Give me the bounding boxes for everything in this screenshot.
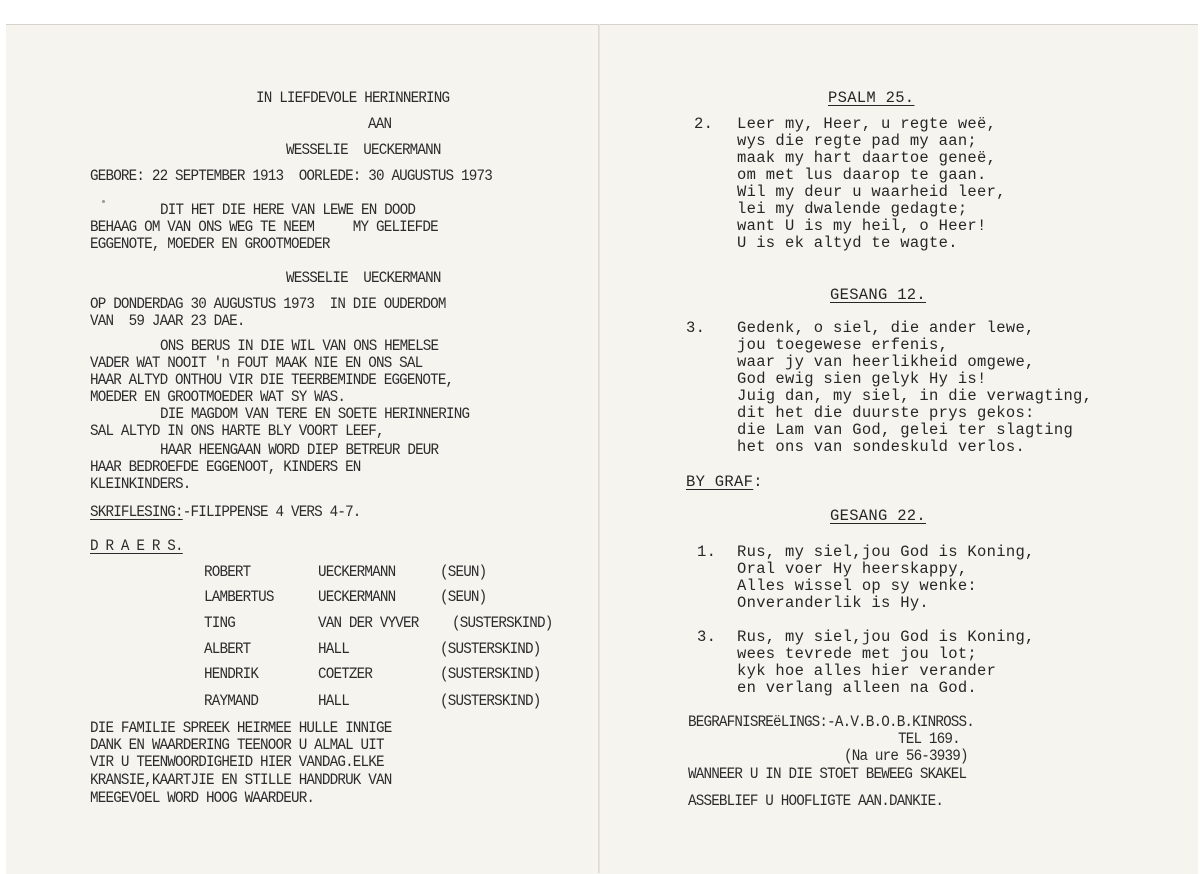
gesang12-line: waar jy van heerlikheid omgewe, — [737, 353, 1035, 371]
para4-line1: DIE MAGDOM VAN TERE EN SOETE HERINNERING — [160, 405, 470, 423]
bearer-relation: (SUSTERSKIND) — [440, 692, 541, 710]
psalm-verse-number: 2. — [694, 115, 714, 133]
gesang22-verse3-line: en verlang alleen na God. — [737, 679, 978, 697]
gesang12-line: het ons van sondeskuld verlos. — [737, 438, 1026, 456]
thanks-line1: DIE FAMILIE SPREEK HEIRMEE HULLE INNIGE — [90, 719, 392, 737]
psalm-line: U is ek altyd te wagte. — [737, 234, 958, 252]
para5-line2: HAAR BEDROEFDE EGGENOOT, KINDERS EN — [90, 458, 361, 476]
procession-notice-line2: ASSEBLIEF U HOOFLIGTE AAN.DANKIE. — [688, 792, 944, 810]
gesang12-verse-number: 3. — [686, 319, 706, 337]
bearer-surname: UECKERMANN — [318, 588, 396, 606]
gesang12-line: die Lam van God, gelei ter slagting — [737, 421, 1074, 439]
para4-line2: SAL ALTYD IN ONS HARTE BLY VOORT LEEF, — [90, 422, 384, 440]
gesang22-verse3-number: 3. — [697, 628, 717, 646]
gesang12-line: Gedenk, o siel, die ander lewe, — [737, 319, 1035, 337]
bearer-surname: UECKERMANN — [318, 563, 396, 581]
bearer-surname: HALL — [318, 692, 349, 710]
para1-line3: EGGENOTE, MOEDER EN GROOTMOEDER — [90, 235, 330, 253]
psalm-line: Wil my deur u waarheid leer, — [737, 183, 1006, 201]
by-graf-heading — [686, 474, 763, 491]
gesang22-verse3-line: wees tevrede met jou lot; — [737, 645, 978, 663]
bearer-relation: (SEUN) — [440, 588, 487, 606]
bearer-first-name: ROBERT — [204, 563, 251, 581]
psalm-line: want U is my heil, o Heer! — [737, 217, 987, 235]
bearer-first-name: ALBERT — [204, 640, 251, 658]
funeral-arrangements: BEGRAFNISREëLINGS:-A.V.B.O.B.KINROSS. — [688, 713, 974, 731]
bearer-relation: (SUSTERSKIND) — [440, 665, 541, 683]
para1-line1: DIT HET DIE HERE VAN LEWE EN DOOD — [160, 201, 416, 219]
bearer-relation: (SUSTERSKIND) — [440, 640, 541, 658]
para3-line1: ONS BERUS IN DIE WIL VAN ONS HEMELSE — [160, 337, 439, 355]
bearer-first-name: HENDRIK — [204, 665, 259, 683]
by-graf-colon: : — [753, 473, 763, 491]
para3-line3: HAAR ALTYD ONTHOU VIR DIE TEERBEMINDE EGGENOTE, — [90, 371, 454, 389]
birth-death-dates: GEBORE: 22 SEPTEMBER 1913 OORLEDE: 30 AUGUSTUS 1973 — [90, 167, 492, 185]
bearers-heading: D R A E R S. — [90, 537, 183, 555]
bearer-relation: (SEUN) — [440, 563, 487, 581]
thanks-line2: DANK EN WAARDERING TEENOOR U ALMAL UIT — [90, 736, 384, 754]
ink-speck — [102, 200, 105, 203]
gesang22-verse1-line: Rus, my siel,jou God is Koning, — [737, 543, 1035, 561]
para5-line1: HAAR HEENGAAN WORD DIEP BETREUR DEUR — [160, 441, 439, 459]
scripture-reading — [90, 504, 361, 521]
para3-line4: MOEDER EN GROOTMOEDER WAT SY WAS. — [90, 388, 346, 406]
heading-in-memory: IN LIEFDEVOLE HERINNERING — [256, 89, 450, 107]
gesang22-verse1-line: Oral voer Hy heerskappy, — [737, 560, 968, 578]
para2-line2: VAN 59 JAAR 23 DAE. — [90, 312, 245, 330]
gesang12-line: jou toegewese erfenis, — [737, 336, 949, 354]
gesang12-line: dit het die duurste prys gekos: — [737, 404, 1035, 422]
bearer-first-name: TING — [204, 614, 235, 632]
gesang22-verse1-line: Onveranderlik is Hy. — [737, 594, 930, 612]
center-fold — [598, 24, 600, 873]
deceased-name: WESSELIE UECKERMANN — [286, 141, 441, 159]
bearer-surname: COETZER — [318, 665, 373, 683]
psalm-line: lei my dwalende gedagte; — [737, 200, 968, 218]
bearer-first-name: RAYMAND — [204, 692, 259, 710]
para1-line2: BEHAAG OM VAN ONS WEG TE NEEM MY GELIEFDE — [90, 218, 438, 236]
gesang12-title: GESANG 12. — [830, 286, 927, 304]
heading-to: AAN — [368, 115, 392, 133]
psalm-line: wys die regte pad my aan; — [737, 132, 978, 150]
gesang12-line: God ewig sien gelyk Hy is! — [737, 370, 987, 388]
gesang22-verse3-line: Rus, my siel,jou God is Koning, — [737, 628, 1035, 646]
gesang22-verse1-number: 1. — [697, 543, 717, 561]
bearer-surname: VAN DER VYVER — [318, 614, 419, 632]
scripture-label: SKRIFLESING: — [90, 503, 183, 521]
gesang12-line: Juig dan, my siel, in die verwagting, — [737, 387, 1093, 405]
gesang22-title: GESANG 22. — [830, 507, 927, 525]
bearer-relation: (SUSTERSKIND) — [452, 614, 553, 632]
para5-line3: KLEINKINDERS. — [90, 475, 191, 493]
bearer-surname: HALL — [318, 640, 349, 658]
by-graf-label: BY GRAF — [686, 473, 754, 491]
psalm-line: Leer my, Heer, u regte weë, — [737, 115, 997, 133]
deceased-name-repeat: WESSELIE UECKERMANN — [286, 269, 441, 287]
bearer-first-name: LAMBERTUS — [204, 588, 274, 606]
psalm-line: maak my hart daartoe geneë, — [737, 149, 997, 167]
scripture-text: -FILIPPENSE 4 VERS 4-7. — [182, 503, 361, 521]
thanks-line4: KRANSIE,KAARTJIE EN STILLE HANDDRUK VAN — [90, 771, 392, 789]
para2-line1: OP DONDERDAG 30 AUGUSTUS 1973 IN DIE OUDERDOM — [90, 295, 446, 313]
funeral-after-hours: (Na ure 56-3939) — [844, 747, 968, 765]
gesang22-verse1-line: Alles wissel op sy wenke: — [737, 577, 978, 595]
funeral-telephone: TEL 169. — [898, 730, 960, 748]
para3-line2: VADER WAT NOOIT 'n FOUT MAAK NIE EN ONS SAL — [90, 354, 423, 372]
psalm-title: PSALM 25. — [828, 89, 915, 107]
gesang22-verse3-line: kyk hoe alles hier verander — [737, 662, 997, 680]
thanks-line5: MEEGEVOEL WORD HOOG WAARDEUR. — [90, 789, 315, 807]
psalm-line: om met lus daarop te gaan. — [737, 166, 987, 184]
thanks-line3: VIR U TEENWOORDIGHEID HIER VANDAG.ELKE — [90, 753, 384, 771]
procession-notice-line1: WANNEER U IN DIE STOET BEWEEG SKAKEL — [688, 765, 967, 783]
